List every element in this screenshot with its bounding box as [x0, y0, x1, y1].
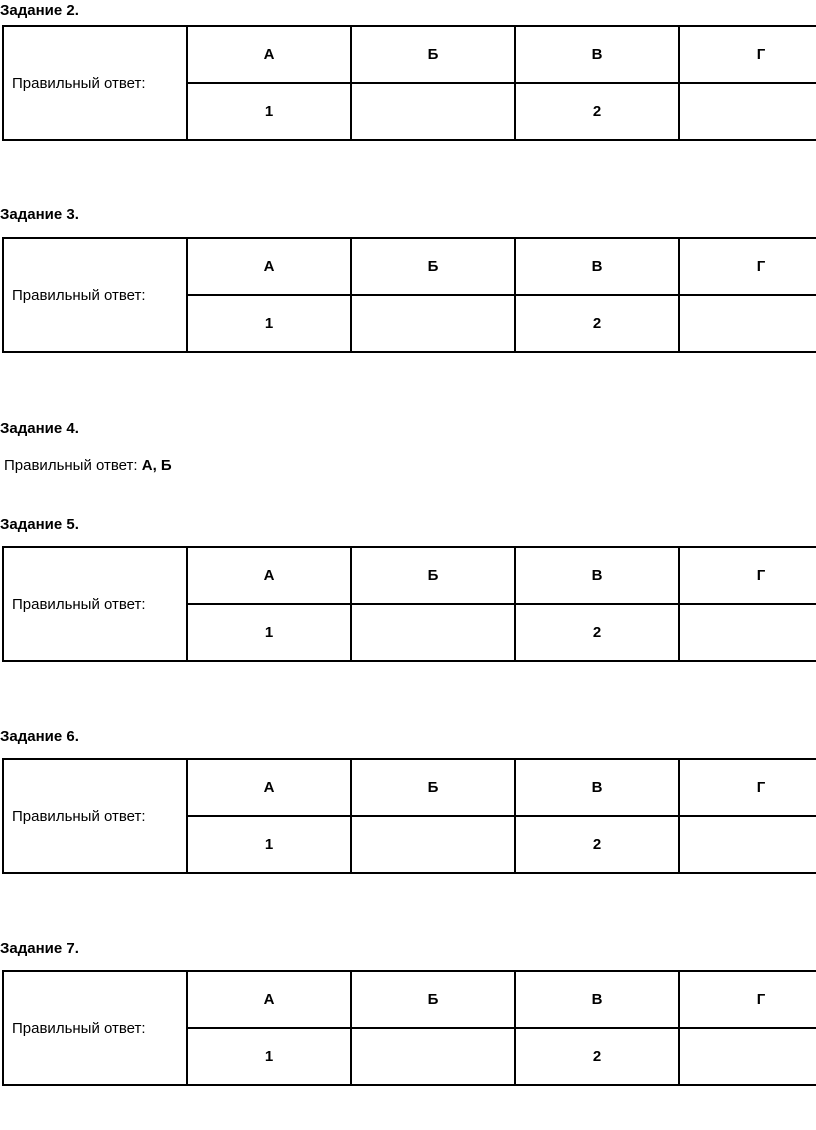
header-cell-b: Б [351, 971, 515, 1028]
header-cell-g: Г [679, 238, 816, 295]
answer-label: Правильный ответ: [3, 26, 187, 140]
table-header-row [3, 547, 816, 604]
table-header-row [3, 238, 816, 295]
task-6-title: Задание 6. [0, 728, 79, 745]
task-5-answer-table [2, 546, 816, 662]
header-cell-b: Б [351, 759, 515, 816]
header-cell-b: Б [351, 26, 515, 83]
answer-cell-a: 1 [187, 604, 351, 661]
header-cell-b: Б [351, 547, 515, 604]
header-cell-a: А [187, 26, 351, 83]
header-cell-g: Г [679, 971, 816, 1028]
table-header-row [3, 26, 816, 83]
answer-cell-v: 2 [515, 604, 679, 661]
answer-cell-v: 2 [515, 83, 679, 140]
answer-value: А, Б [141, 457, 172, 474]
answer-cell-g [679, 816, 816, 873]
header-cell-g: Г [679, 759, 816, 816]
answer-cell-v: 2 [515, 816, 679, 873]
header-cell-g: Г [679, 26, 816, 83]
answer-label: Правильный ответ: [3, 238, 187, 352]
answer-cell-g [679, 1028, 816, 1085]
task-7-answer-table [2, 970, 816, 1086]
answer-cell-b [351, 83, 515, 140]
table-header-row [3, 759, 816, 816]
answer-cell-b [351, 1028, 515, 1085]
answer-cell-b [351, 604, 515, 661]
task-3-answer-table [2, 237, 816, 353]
answer-cell-a: 1 [187, 816, 351, 873]
header-cell-g: Г [679, 547, 816, 604]
answer-cell-g [679, 295, 816, 352]
answer-cell-g [679, 604, 816, 661]
task-4-answer-line [4, 457, 172, 475]
task-4-title: Задание 4. [0, 420, 79, 437]
header-cell-v: В [515, 759, 679, 816]
task-6-answer-table [2, 758, 816, 874]
answer-label: Правильный ответ: [3, 759, 187, 873]
header-cell-v: В [515, 238, 679, 295]
answer-cell-b [351, 816, 515, 873]
answer-cell-a: 1 [187, 295, 351, 352]
header-cell-a: А [187, 971, 351, 1028]
header-cell-v: В [515, 971, 679, 1028]
answer-cell-a: 1 [187, 1028, 351, 1085]
answer-cell-a: 1 [187, 83, 351, 140]
task-5-title: Задание 5. [0, 516, 79, 533]
task-7-title: Задание 7. [0, 940, 79, 957]
header-cell-a: А [187, 547, 351, 604]
table-header-row [3, 971, 816, 1028]
task-3-title: Задание 3. [0, 206, 79, 223]
header-cell-v: В [515, 547, 679, 604]
header-cell-v: В [515, 26, 679, 83]
answer-cell-g [679, 83, 816, 140]
task-2-title: Задание 2. [0, 2, 79, 19]
header-cell-a: А [187, 238, 351, 295]
answer-cell-v: 2 [515, 1028, 679, 1085]
task-2-answer-table [2, 25, 816, 141]
answer-label: Правильный ответ: [3, 547, 187, 661]
answer-label: Правильный ответ: [4, 457, 142, 474]
answer-cell-v: 2 [515, 295, 679, 352]
header-cell-a: А [187, 759, 351, 816]
answer-cell-b [351, 295, 515, 352]
header-cell-b: Б [351, 238, 515, 295]
answer-label: Правильный ответ: [3, 971, 187, 1085]
